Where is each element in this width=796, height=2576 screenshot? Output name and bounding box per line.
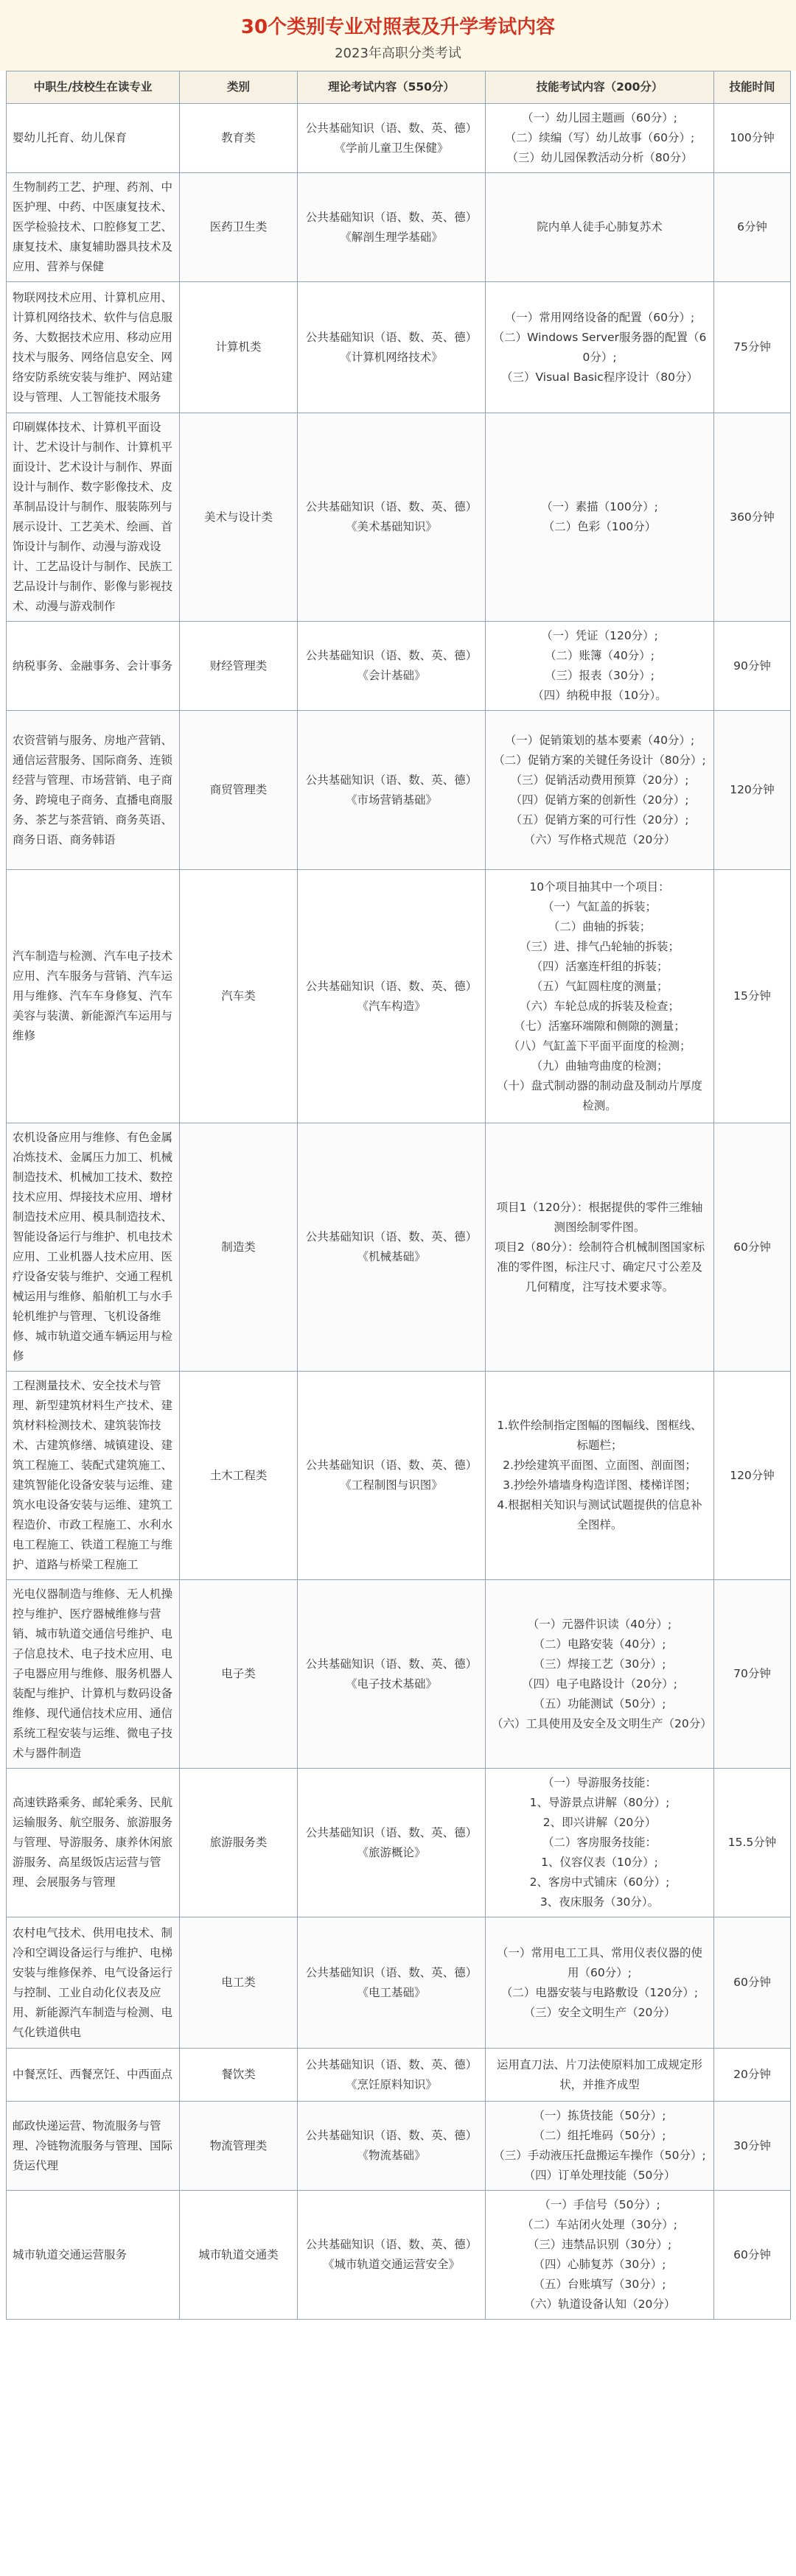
theory-line: 《会计基础》 (357, 669, 426, 682)
time-cell: 90分钟 (714, 622, 791, 711)
table-row (7, 2049, 791, 2102)
majors-cell: 汽车制造与检测、汽车电子技术应用、汽车服务与营销、汽车运用与维修、汽车车身修复、汽车美容与装潢、新能源汽车运用与维修 (7, 870, 180, 1123)
skill-line: 1、导游景点讲解（80分）; (529, 1796, 670, 1809)
table-row (7, 870, 791, 1123)
skill-line: （二）客房服务技能： (542, 1836, 657, 1849)
theory-line: 《市场营销基础》 (345, 793, 437, 807)
skill-line: （二）促销方案的关键任务设计（80分）; (493, 753, 706, 767)
theory-line: 公共基础知识（语、数、英、德） (305, 2238, 478, 2251)
skill-line: （四）活塞连杆组的拆装； (531, 959, 668, 973)
skill-cell (486, 104, 714, 173)
skill-cell (486, 2191, 714, 2320)
skill-cell (486, 2049, 714, 2102)
time-cell: 60分钟 (714, 1917, 791, 2049)
theory-cell (298, 2191, 486, 2320)
time-cell: 60分钟 (714, 2191, 791, 2320)
skill-cell (486, 1123, 714, 1372)
skill-line: （二）色彩（100分） (542, 520, 657, 533)
skill-cell (486, 870, 714, 1123)
category-cell: 土木工程类 (180, 1372, 298, 1580)
skill-line: （二）曲轴的拆装； (548, 919, 652, 933)
skill-line: （六）轨道设备认知（20分） (523, 2298, 676, 2311)
skill-cell (486, 413, 714, 622)
skill-line: （一）气缸盖的拆装； (542, 899, 657, 913)
theory-line: 《物流基础》 (357, 2149, 426, 2162)
time-cell: 120分钟 (714, 711, 791, 870)
page-title: 30个类别专业对照表及升学考试内容 (240, 16, 556, 38)
theory-line: 《旅游概论》 (357, 1845, 426, 1859)
majors-cell: 农资营销与服务、房地产营销、通信运营服务、国际商务、连锁经营与管理、市场营销、电子商务、跨境电子商务、直播电商服务、茶艺与茶营销、商务英语、商务日语、商务韩语 (7, 711, 180, 870)
theory-line: 《计算机网络技术》 (340, 350, 443, 364)
time-cell: 100分钟 (714, 104, 791, 173)
header-majors: 中职生/技校生在读专业 (7, 71, 180, 104)
skill-line: 2、即兴讲解（20分） (542, 1816, 657, 1829)
table-row (7, 1917, 791, 2049)
theory-cell (298, 1372, 486, 1580)
category-cell: 美术与设计类 (180, 413, 298, 622)
skill-line: （二）账簿（40分）; (545, 649, 654, 662)
skill-line: （七）活塞环端隙和侧隙的测量； (514, 1019, 685, 1033)
skill-line: （一）导游服务技能： (542, 1776, 657, 1789)
theory-line: 公共基础知识（语、数、英、德） (305, 121, 478, 135)
skill-line: （一）促销策划的基本要素（40分）; (504, 733, 695, 747)
theory-cell (298, 413, 486, 622)
skill-line: （五）气缸圆柱度的测量； (531, 979, 668, 993)
skill-line: （一）拣货技能（50分）; (533, 2109, 666, 2122)
skill-line: 运用直刀法、片刀法使原料加工成规定形状，并推齐成型 (496, 2057, 702, 2091)
skill-line: （一）常用电工工具、常用仪表仪器的使用（60分）; (496, 1945, 702, 1979)
time-cell: 15分钟 (714, 870, 791, 1123)
category-cell: 财经管理类 (180, 622, 298, 711)
theory-cell (298, 2102, 486, 2191)
majors-cell: 纳税事务、金融事务、会计事务 (7, 622, 180, 711)
table-row (7, 2102, 791, 2191)
skill-cell (486, 282, 714, 413)
exam-table (6, 71, 791, 2320)
majors-cell: 生物制药工艺、护理、药剂、中医护理、中药、中医康复技术、医学检验技术、口腔修复工艺、康复技术、康复辅助器具技术及应用、营养与保健 (7, 173, 180, 282)
skill-line: 1、仪容仪表（10分）; (541, 1856, 658, 1869)
skill-line: （四）促销方案的创新性（20分）; (510, 793, 689, 807)
category-cell: 电子类 (180, 1580, 298, 1769)
time-cell: 120分钟 (714, 1372, 791, 1580)
majors-cell: 工程测量技术、安全技术与管理、新型建筑材料生产技术、建筑材料检测技术、建筑装饰技术、古建筑修缮、城镇建设、建筑工程施工、装配式建筑施工、建筑智能化设备安装与运维、建筑水电设备安装与运维、建筑工程造价、市政工程施工、水利水电工程施工、铁道工程施工与维护、道路与桥梁工程施工 (7, 1372, 180, 1580)
majors-cell: 婴幼儿托育、幼儿保育 (7, 104, 180, 173)
theory-line: 公共基础知识（语、数、英、德） (305, 1825, 478, 1839)
theory-cell (298, 2049, 486, 2102)
time-cell: 20分钟 (714, 2049, 791, 2102)
skill-cell (486, 173, 714, 282)
majors-cell: 高速铁路乘务、邮轮乘务、民航运输服务、航空服务、旅游服务与管理、导游服务、康养休闲旅游服务、高星级饭店运营与管理、会展服务与管理 (7, 1769, 180, 1917)
theory-line: 《美术基础知识》 (345, 520, 437, 533)
skill-line: （六）工具使用及安全及文明生产（20分） (492, 1716, 712, 1730)
skill-cell (486, 2102, 714, 2191)
skill-line: （三）幼儿园保教活动分析（80分） (506, 151, 693, 164)
theory-cell (298, 1769, 486, 1917)
category-cell: 教育类 (180, 104, 298, 173)
skill-line: （一）元器件识读（40分）; (527, 1617, 672, 1631)
theory-line: 公共基础知识（语、数、英、德） (305, 979, 478, 993)
skill-cell (486, 622, 714, 711)
skill-line: （二）电器安装与电路敷设（120分）; (500, 1985, 699, 1999)
skill-line: 4.根据相关知识与测试试题提供的信息补全图样。 (497, 1498, 702, 1531)
skill-line: （三）促销活动费用预算（20分）; (510, 773, 689, 787)
majors-cell: 光电仪器制造与维修、无人机操控与维护、医疗器械维修与营销、城市轨道交通信号维护、电子信息技术、电子技术应用、电子电器应用与维修、服务机器人装配与维护、计算机与数码设备维修、现代通信技术应用、通信系统工程安装与运维、微电子技术与器件制造 (7, 1580, 180, 1769)
skill-line: （五）功能测试（50分）; (533, 1696, 666, 1710)
majors-cell: 农机设备应用与维修、有色金属冶炼技术、金属压力加工、机械制造技术、机械加工技术、数控技术应用、焊接技术应用、增材制造技术应用、模具制造技术、智能设备运行与维护、机电技术应用、工业机器人技术应用、医疗设备安装与维护、交通工程机械运用与维修、船舶机工与水手轮机维护与管理、飞机设备维修、城市轨道交通车辆运用与检修 (7, 1123, 180, 1372)
skill-line: （三）报表（30分）; (545, 669, 654, 682)
skill-line: （三）安全文明生产（20分） (523, 2005, 676, 2019)
skill-line: （十）盘式制动器的制动盘及制动片厚度检测。 (496, 1078, 702, 1112)
skill-cell (486, 1580, 714, 1769)
category-cell: 物流管理类 (180, 2102, 298, 2191)
time-cell: 360分钟 (714, 413, 791, 622)
skill-cell (486, 711, 714, 870)
skill-line: 1.软件绘制指定图幅的图幅线、图框线、标题栏； (497, 1419, 702, 1452)
table-row (7, 413, 791, 622)
table-row (7, 1580, 791, 1769)
time-cell: 30分钟 (714, 2102, 791, 2191)
theory-line: 公共基础知识（语、数、英、德） (305, 649, 478, 662)
skill-cell (486, 1372, 714, 1580)
theory-line: 《电子技术基础》 (345, 1677, 437, 1691)
time-cell: 6分钟 (714, 173, 791, 282)
skill-line: 项目1（120分）：根据提供的零件三维轴测图绘制零件图。 (496, 1200, 703, 1234)
theory-cell (298, 1123, 486, 1372)
table-row (7, 282, 791, 413)
table-row (7, 622, 791, 711)
skill-line: （二）电路安装（40分）; (533, 1637, 666, 1651)
theory-line: 公共基础知识（语、数、英、德） (305, 1459, 478, 1472)
majors-cell: 城市轨道交通运营服务 (7, 2191, 180, 2320)
theory-line: 《工程制图与识图》 (340, 1478, 443, 1492)
theory-cell (298, 104, 486, 173)
category-cell: 旅游服务类 (180, 1769, 298, 1917)
theory-line: 公共基础知识（语、数、英、德） (305, 1657, 478, 1671)
skill-cell (486, 1917, 714, 2049)
theory-line: 公共基础知识（语、数、英、德） (305, 1230, 478, 1243)
time-cell: 75分钟 (714, 282, 791, 413)
table-header-row (7, 71, 791, 104)
time-cell: 60分钟 (714, 1123, 791, 1372)
theory-line: 《城市轨道交通运营安全》 (322, 2258, 460, 2271)
skill-line: （一）手信号（50分）; (539, 2198, 660, 2211)
theory-line: 《汽车构造》 (357, 999, 426, 1013)
theory-cell (298, 282, 486, 413)
skill-line: （一）幼儿园主题画（60分）; (522, 111, 677, 124)
skill-line: （九）曲轴弯曲度的检测； (531, 1059, 668, 1073)
theory-line: 公共基础知识（语、数、英、德） (305, 2129, 478, 2142)
category-cell: 汽车类 (180, 870, 298, 1123)
header-time: 技能时间 (714, 71, 791, 104)
time-cell: 70分钟 (714, 1580, 791, 1769)
skill-line: （二）续编（写）幼儿故事（60分）; (504, 131, 695, 144)
majors-cell: 农村电气技术、供用电技术、制冷和空调设备运行与维护、电梯安装与维修保养、电气设备运行与控制、工业自动化仪表及应用、新能源汽车制造与检测、电气化铁道供电 (7, 1917, 180, 2049)
skill-line: 3.抄绘外墙墙身构造详图、楼梯详图； (503, 1478, 696, 1492)
table-body (7, 104, 791, 2320)
skill-line: 2、客房中式铺床（60分）; (529, 1875, 670, 1889)
table-row (7, 1123, 791, 1372)
theory-line: 公共基础知识（语、数、英、德） (305, 210, 478, 224)
majors-cell: 中餐烹饪、西餐烹饪、中西面点 (7, 2049, 180, 2102)
skill-line: （五）台账填写（30分）; (533, 2278, 666, 2291)
page-subtitle: 2023年高职分类考试 (335, 46, 461, 61)
skill-line: （一）凭证（120分）; (541, 629, 658, 642)
theory-line: 《学前儿童卫生保健》 (334, 141, 449, 155)
skill-line: （六）写作格式规范（20分） (523, 832, 676, 846)
skill-line: （二）车站闭火处理（30分）; (522, 2218, 677, 2231)
skill-line: 项目2（80分）：绘制符合机械制图国家标准的零件图，标注尺寸、确定尺寸公差及几何精度，注写技术要求等。 (494, 1240, 705, 1294)
skill-line: 2.抄绘建筑平面图、立面图、剖面图； (503, 1459, 696, 1472)
theory-line: 公共基础知识（语、数、英、德） (305, 330, 478, 344)
theory-line: 《烹饪原料知识》 (345, 2077, 437, 2091)
theory-cell (298, 1917, 486, 2049)
majors-cell: 邮政快递运营、物流服务与管理、冷链物流服务与管理、国际货运代理 (7, 2102, 180, 2191)
skill-line: （三）进、排气凸轮轴的拆装； (519, 939, 680, 953)
theory-cell (298, 711, 486, 870)
category-cell: 城市轨道交通类 (180, 2191, 298, 2320)
category-cell: 制造类 (180, 1123, 298, 1372)
table-row (7, 1769, 791, 1917)
category-cell: 计算机类 (180, 282, 298, 413)
theory-line: 公共基础知识（语、数、英、德） (305, 1965, 478, 1979)
skill-line: （二）Windows Server服务器的配置（60分）; (492, 330, 707, 364)
skill-line: 3、夜床服务（30分）。 (540, 1895, 660, 1909)
header-skill: 技能考试内容（200分） (486, 71, 714, 104)
skill-line: （四）电子电路设计（20分）; (522, 1677, 677, 1691)
majors-cell: 物联网技术应用、计算机应用、计算机网络技术、软件与信息服务、大数据技术应用、移动应用技术与服务、网络信息安全、网络安防系统安装与维护、网站建设与管理、人工智能技术服务 (7, 282, 180, 413)
time-cell: 15.5分钟 (714, 1769, 791, 1917)
skill-line: 院内单人徒手心肺复苏术 (537, 220, 663, 234)
skill-line: （六）车轮总成的拆装及检查； (519, 999, 680, 1013)
skill-line: （四）纳税申报（10分）。 (532, 689, 667, 702)
skill-line: （四）心肺复苏（30分）; (533, 2258, 666, 2271)
theory-line: 公共基础知识（语、数、英、德） (305, 2057, 478, 2071)
skill-cell (486, 1769, 714, 1917)
skill-line: （二）组托堆码（50分）; (533, 2129, 666, 2142)
skill-line: （四）订单处理技能（50分） (523, 2169, 676, 2182)
theory-line: 《解剖生理学基础》 (340, 230, 443, 244)
skill-line: （五）促销方案的可行性（20分）; (510, 813, 689, 827)
theory-line: 公共基础知识（语、数、英、德） (305, 773, 478, 787)
theory-line: 公共基础知识（语、数、英、德） (305, 500, 478, 513)
skill-line: （八）气缸盖下平面平面度的检测； (508, 1039, 691, 1053)
category-cell: 医药卫生类 (180, 173, 298, 282)
theory-cell (298, 622, 486, 711)
header-theory: 理论考试内容（550分） (298, 71, 486, 104)
theory-line: 《电工基础》 (357, 1985, 426, 1999)
skill-line: 10个项目抽其中一个项目： (529, 880, 670, 894)
category-cell: 餐饮类 (180, 2049, 298, 2102)
skill-line: （三）焊接工艺（30分）; (533, 1657, 666, 1671)
theory-line: 《机械基础》 (357, 1250, 426, 1263)
skill-line: （三）手动液压托盘搬运车操作（50分）; (493, 2149, 706, 2162)
skill-line: （三）Visual Basic程序设计（80分） (501, 370, 698, 384)
header-category: 类别 (180, 71, 298, 104)
skill-line: （三）违禁品识别（30分）; (527, 2238, 672, 2251)
table-row (7, 2191, 791, 2320)
skill-line: （一）素描（100分）; (541, 500, 658, 513)
theory-cell (298, 173, 486, 282)
table-row (7, 173, 791, 282)
skill-line: （一）常用网络设备的配置（60分）; (504, 310, 695, 324)
table-row (7, 1372, 791, 1580)
theory-cell (298, 1580, 486, 1769)
table-row (7, 104, 791, 173)
category-cell: 电工类 (180, 1917, 298, 2049)
table-row (7, 711, 791, 870)
majors-cell: 印刷媒体技术、计算机平面设计、艺术设计与制作、计算机平面设计、艺术设计与制作、界面设计与制作、数字影像技术、皮革制品设计与制作、服装陈列与展示设计、工艺美术、绘画、首饰设计与制作、动漫与游戏设计、工艺品设计与制作、民族工艺品设计与制作、影像与影视技术、动漫与游戏制作 (7, 413, 180, 622)
theory-cell (298, 870, 486, 1123)
category-cell: 商贸管理类 (180, 711, 298, 870)
